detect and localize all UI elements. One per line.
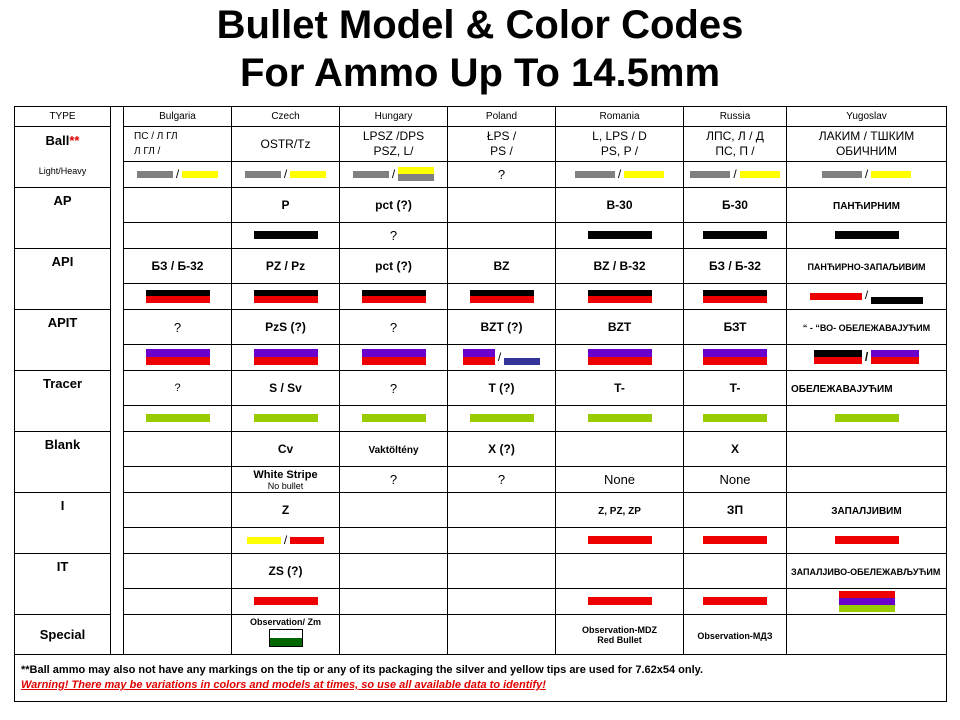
violet-band — [703, 349, 767, 357]
red-band — [588, 296, 652, 303]
ball-czech: OSTR/Tz — [232, 127, 340, 162]
warning-text: Warning! There may be variations in colors and models at times, so use all available data to identify! — [21, 679, 546, 691]
red-tip — [703, 597, 767, 605]
ball-russia-colors: / — [684, 162, 787, 188]
silver-tip — [353, 171, 389, 178]
silver-tip — [245, 171, 281, 178]
yellow-tip — [624, 171, 664, 178]
apit-color-row: / / — [15, 345, 947, 371]
dark-green-band — [269, 638, 303, 647]
red-band — [470, 296, 534, 303]
red-band — [362, 357, 426, 365]
blank-color-row: White Stripe No bullet ? ? None None — [15, 467, 947, 493]
green-tip — [588, 414, 652, 422]
header-type: TYPE — [15, 107, 111, 127]
ball-russia: ЛПС, Л / Д ПС, П / — [684, 127, 787, 162]
color-code-table — [14, 106, 947, 702]
red-band — [146, 357, 210, 365]
black-band — [814, 350, 862, 357]
ap-russia: Б-30 — [684, 188, 787, 223]
violet-band — [254, 349, 318, 357]
red-band — [871, 357, 919, 364]
green-tip — [703, 414, 767, 422]
ap-czech: P — [232, 188, 340, 223]
tracer-type-cell: Tracer — [15, 371, 111, 432]
footnote-row — [15, 655, 947, 702]
silver-tip — [398, 174, 434, 181]
ball-type-label: Ball — [45, 133, 70, 148]
violet-band — [871, 350, 919, 357]
red-band — [588, 357, 652, 365]
red-band — [362, 296, 426, 303]
yellow-tip — [398, 167, 434, 174]
footnote-text: **Ball ammo may also not have any markings on the tip or any of its packaging the silver and yellow tips are used for 7.62x54 only. — [21, 664, 704, 676]
ball-color-row — [15, 162, 947, 188]
green-tip — [254, 414, 318, 422]
footnote — [15, 655, 947, 702]
black-tip — [254, 231, 318, 239]
blank-model-row: Blank Cv Vaktöltény X (?) X — [15, 432, 947, 467]
ball-romania-colors: / — [556, 162, 684, 188]
black-tip — [703, 231, 767, 239]
red-band — [810, 293, 862, 300]
it-model-row: IT ZS (?) ЗАПАЛЈИВО-ОБЕЛЕЖАВЉУЋИМ — [15, 554, 947, 589]
ap-romania: B-30 — [556, 188, 684, 223]
incendiary-type-cell: I — [15, 493, 111, 554]
ball-romania: L, LPS / D PS, P / — [556, 127, 684, 162]
ball-czech-colors: / — [232, 162, 340, 188]
red-band — [703, 357, 767, 365]
ball-bulgaria: ПС / Л ГЛ Л ГЛ / — [124, 127, 232, 162]
red-tip — [835, 536, 899, 544]
ball-type-cell — [15, 127, 111, 188]
violet-band — [463, 349, 495, 357]
tracer-color-row — [15, 406, 947, 432]
red-band — [254, 357, 318, 365]
ball-bulgaria-colors: / — [124, 162, 232, 188]
api-model-row: API БЗ / Б-32 PZ / Pz pct (?) BZ BZ / B-32 БЗ / Б-32 ПАНЋИРНО-ЗАПАЉИВИМ — [15, 249, 947, 284]
ball-poland: ŁPS / PS / — [448, 127, 556, 162]
ball-yugoslav: ЛАКИМ / ТШКИМ ОБИЧНИМ — [787, 127, 947, 162]
incendiary-color-row: / — [15, 528, 947, 554]
white-band — [269, 629, 303, 638]
red-band — [254, 296, 318, 303]
header-bulgaria: Bulgaria — [124, 107, 232, 127]
yellow-tip — [871, 171, 911, 178]
violet-band — [588, 349, 652, 357]
page-subtitle: For Ammo Up To 14.5mm — [239, 51, 721, 95]
header-row — [15, 107, 947, 127]
ball-subtype: Light/Heavy — [38, 166, 87, 176]
it-color-row — [15, 589, 947, 615]
ball-stars: ** — [69, 133, 80, 148]
yellow-tip — [182, 171, 218, 178]
ap-type-cell: AP — [15, 188, 111, 249]
special-row: Special Observation/ Zm Observation-MDZ Red Bullet Observation-МДЗ — [15, 615, 947, 655]
yellow-tip — [247, 537, 281, 544]
red-tip — [588, 536, 652, 544]
ap-color-row: ? — [15, 223, 947, 249]
violet-band — [839, 598, 895, 605]
violet-band — [362, 349, 426, 357]
blank-type-cell: Blank — [15, 432, 111, 493]
yellow-tip — [740, 171, 780, 178]
special-type-cell: Special — [15, 615, 111, 655]
red-band — [146, 296, 210, 303]
green-tip — [362, 414, 426, 422]
it-type-cell: IT — [15, 554, 111, 615]
green-tip — [146, 414, 210, 422]
green-tip — [470, 414, 534, 422]
black-tip — [835, 231, 899, 239]
yellow-tip — [290, 171, 326, 178]
ball-yugoslav-colors: / — [787, 162, 947, 188]
api-color-row: / — [15, 284, 947, 310]
silver-tip — [575, 171, 615, 178]
navy-tip — [504, 358, 540, 365]
violet-band — [146, 349, 210, 357]
ball-hungary-colors: / — [340, 162, 448, 188]
apit-type-cell: APIT — [15, 310, 111, 371]
red-band — [839, 591, 895, 598]
silver-tip — [822, 171, 862, 178]
silver-tip — [137, 171, 173, 178]
red-band — [703, 296, 767, 303]
red-tip — [290, 537, 324, 544]
black-tip — [588, 231, 652, 239]
ball-poland-colors: ? — [448, 162, 556, 188]
header-romania: Romania — [556, 107, 684, 127]
page-title: Bullet Model & Color Codes — [216, 3, 744, 47]
header-yugoslav: Yugoslav — [787, 107, 947, 127]
ball-model-row — [15, 127, 947, 162]
red-band — [463, 357, 495, 365]
header-hungary: Hungary — [340, 107, 448, 127]
red-tip — [254, 597, 318, 605]
header-czech: Czech — [232, 107, 340, 127]
red-tip — [703, 536, 767, 544]
header-poland: Poland — [448, 107, 556, 127]
silver-tip — [690, 171, 730, 178]
header-russia: Russia — [684, 107, 787, 127]
ap-yugoslav: ПАНЋИРНИМ — [787, 188, 947, 223]
green-tip — [835, 414, 899, 422]
red-tip — [588, 597, 652, 605]
black-tip — [871, 297, 923, 304]
api-type-cell: API — [15, 249, 111, 310]
tracer-model-row: Tracer ? S / Sv ? T (?) T- T- ОБЕЛЕЖАВАЈУЋИМ — [15, 371, 947, 406]
ap-model-row — [15, 188, 947, 223]
ball-hungary: LPSZ /DPS PSZ, L/ — [340, 127, 448, 162]
apit-model-row: APIT ? PzS (?) ? BZT (?) BZT БЗТ “ - “ВО- ОБЕЛЕЖАВАЈУЋИМ — [15, 310, 947, 345]
green-band — [839, 605, 895, 612]
ap-hungary: pct (?) — [340, 188, 448, 223]
incendiary-model-row: I Z Z, PZ, ZP ЗП ЗАПАЛЈИВИМ — [15, 493, 947, 528]
spacer-column — [111, 107, 124, 655]
red-band — [814, 357, 862, 364]
